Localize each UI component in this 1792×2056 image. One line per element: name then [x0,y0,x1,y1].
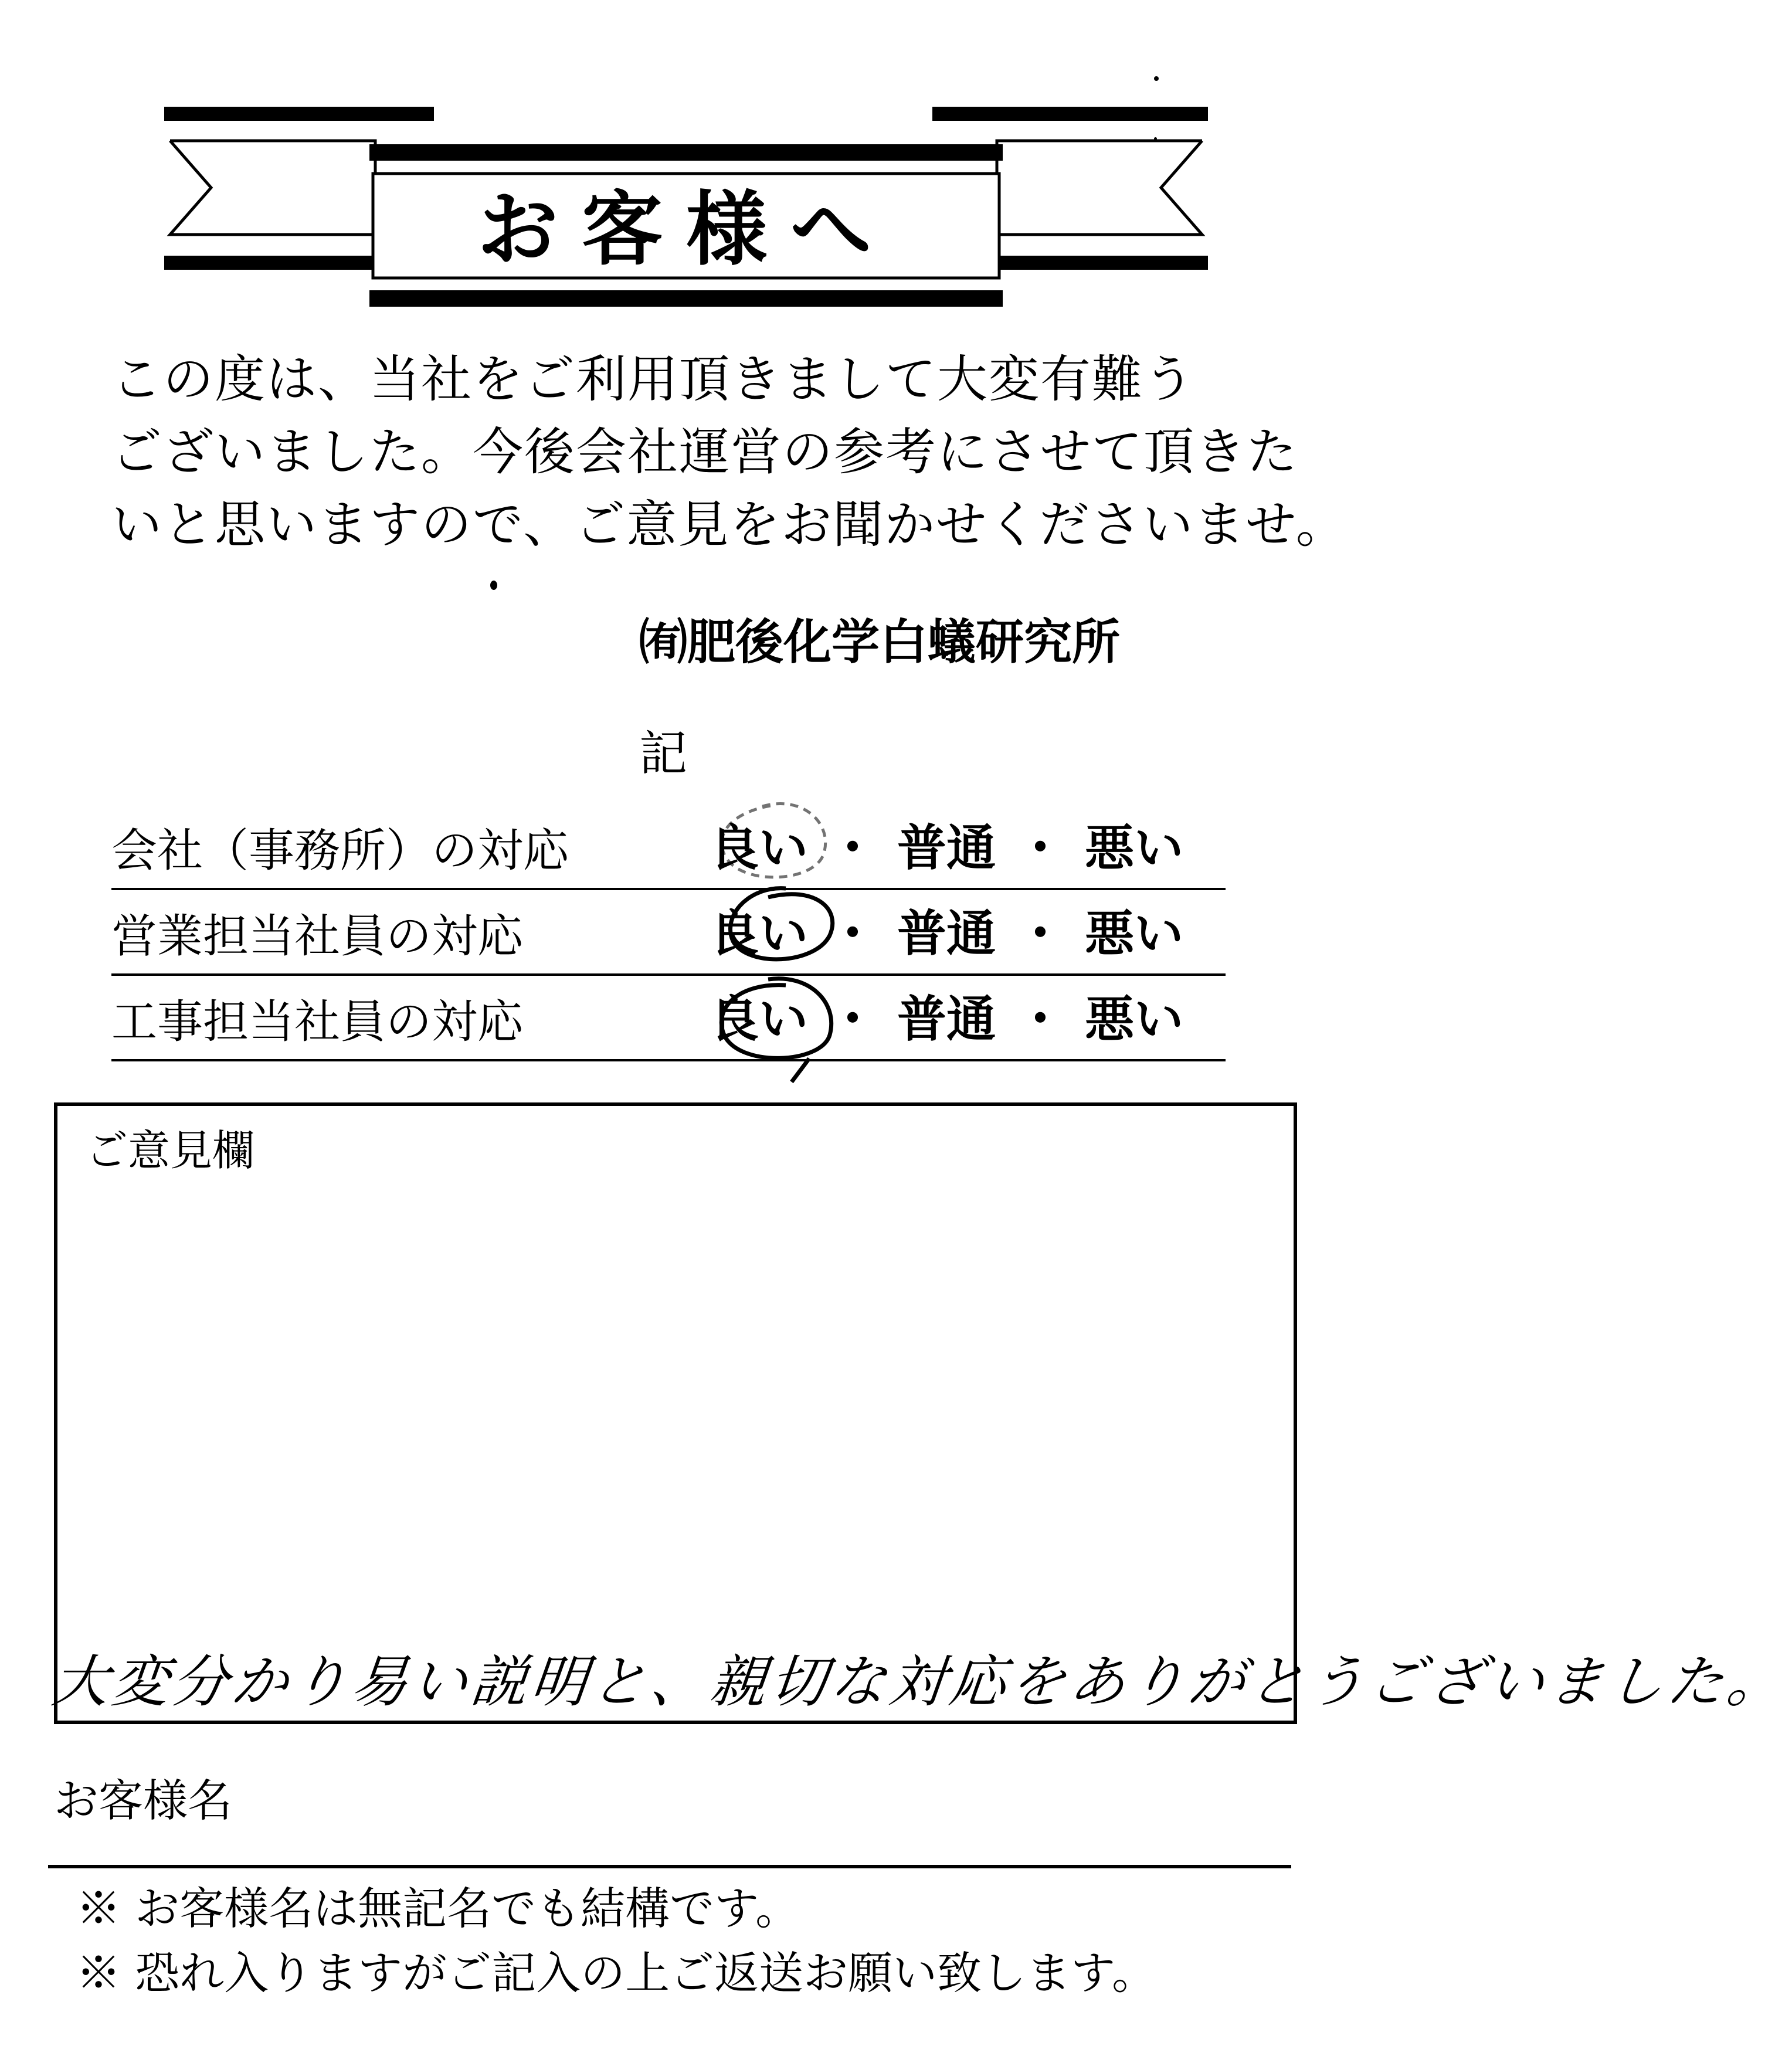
row-divider [111,1059,1226,1061]
option-normal[interactable]: 普通 [897,819,996,877]
customer-name-label: お客様名 [54,1775,232,1827]
rating-label: 工事担当社員の対応 [111,996,524,1049]
option-bad[interactable]: 悪い [1085,819,1184,877]
option-separator: ・ [828,819,878,877]
option-separator: ・ [828,904,878,962]
option-good[interactable]: 良い [710,904,809,962]
customer-name-line[interactable] [48,1865,1291,1868]
record-heading: 記 [639,726,688,782]
page-title: お客様へ [477,181,895,277]
option-separator: ・ [1016,819,1065,877]
intro-line: この度は、当社をご利用頂きまして大変有難う [111,350,1195,409]
intro-line: いと思いますので、ご意見をお聞かせくださいませ。 [111,496,1348,554]
option-separator: ・ [828,990,878,1048]
option-separator: ・ [1016,904,1065,962]
rating-options [710,980,1183,1051]
rating-row-construction [111,976,1226,1061]
option-good[interactable]: 良い [710,819,809,877]
scan-speck [490,581,497,590]
rating-options [710,894,1183,965]
option-separator: ・ [1016,990,1065,1048]
option-normal[interactable]: 普通 [897,904,996,962]
option-bad[interactable]: 悪い [1085,904,1184,962]
option-normal[interactable]: 普通 [897,990,996,1048]
handwritten-comment: 大変分かり易い説明と、親切な対応をありがとうございました。 [49,1648,1791,1715]
company-name: ㈲肥後化学白蟻研究所 [639,615,1121,670]
option-good[interactable]: 良い [710,990,809,1048]
scan-speck [1154,76,1159,81]
footnotes [76,1877,1156,2006]
footnote: ※ お客様名は無記名でも結構です。 [76,1882,800,1935]
rating-row-office [111,805,1226,890]
rating-label: 営業担当社員の対応 [111,910,524,963]
footnote: ※ 恐れ入りますがご記入の上ご返送お願い致します。 [76,1947,1157,1999]
intro-paragraph [111,343,1348,561]
rating-row-sales [111,890,1226,976]
scan-speck [1154,137,1157,140]
rating-options [710,809,1183,880]
intro-line: ございました。今後会社運営の参考にさせて頂きた [111,423,1298,481]
comment-label: ご意見欄 [86,1126,255,1175]
option-bad[interactable]: 悪い [1085,990,1184,1048]
rating-label: 会社（事務所）の対応 [111,825,569,877]
